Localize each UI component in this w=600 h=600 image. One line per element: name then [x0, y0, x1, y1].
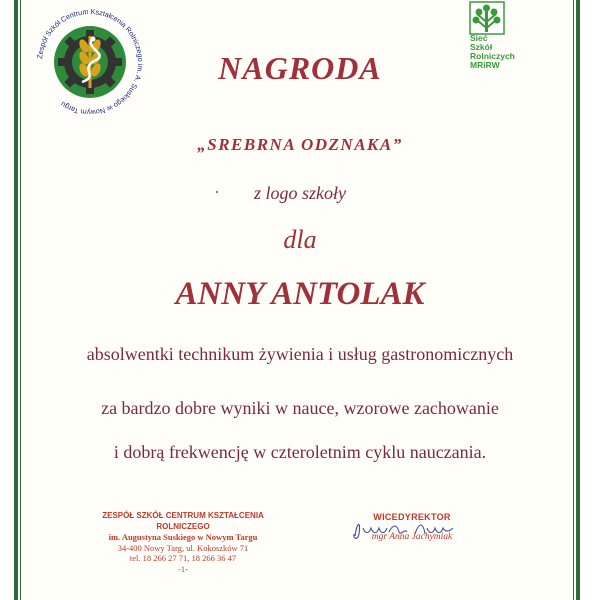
- description-line: absolwentki technikum żywienia i usług gastronomicznych: [86, 344, 514, 364]
- network-logo-line: Sieć: [470, 33, 488, 43]
- school-stamp-phone: tel. 18 266 27 71, 18 266 36 47: [129, 553, 237, 563]
- network-logo-line: Rolniczych: [470, 51, 515, 61]
- seal-ring-text: Zespół Szkół Centrum Kształcenia Rolniczego im. A. Suskiego w Nowym Targu: [35, 6, 146, 118]
- certificate-title: NAGRODA: [218, 50, 382, 86]
- for-word: dla: [283, 225, 317, 254]
- school-stamp-address: 34-400 Nowy Targ, ul. Kokoszków 71: [117, 542, 249, 553]
- award-name: „SREBRNA ODZNAKA”: [197, 135, 403, 154]
- school-stamp-number: -1-: [178, 563, 188, 574]
- network-logo-line: MRiRW: [470, 60, 500, 70]
- recipient-name: ANNY ANTOLAK: [175, 276, 425, 312]
- description-line: za bardzo dobre wyniki w nauce, wzorowe zachowanie: [101, 398, 499, 418]
- school-stamp-name: ZESPÓŁ SZKÓŁ CENTRUM KSZTAŁCENIA ROLNICZEGO: [102, 511, 264, 531]
- handwritten-signature: [345, 514, 475, 544]
- award-subtitle: z logo szkoły: [254, 183, 346, 203]
- school-stamp: [88, 511, 278, 574]
- vice-director-title: WICEDYREKTOR: [373, 512, 451, 522]
- vice-director-name: mgr Anna Jachymiak: [371, 532, 453, 542]
- description-line: i dobrą frekwencję w czteroletnim cyklu nauczania.: [113, 442, 487, 462]
- network-logo-line: Szkół: [470, 42, 493, 52]
- school-stamp-patron: im. Augustyna Suskiego w Nowym Targu: [108, 532, 258, 542]
